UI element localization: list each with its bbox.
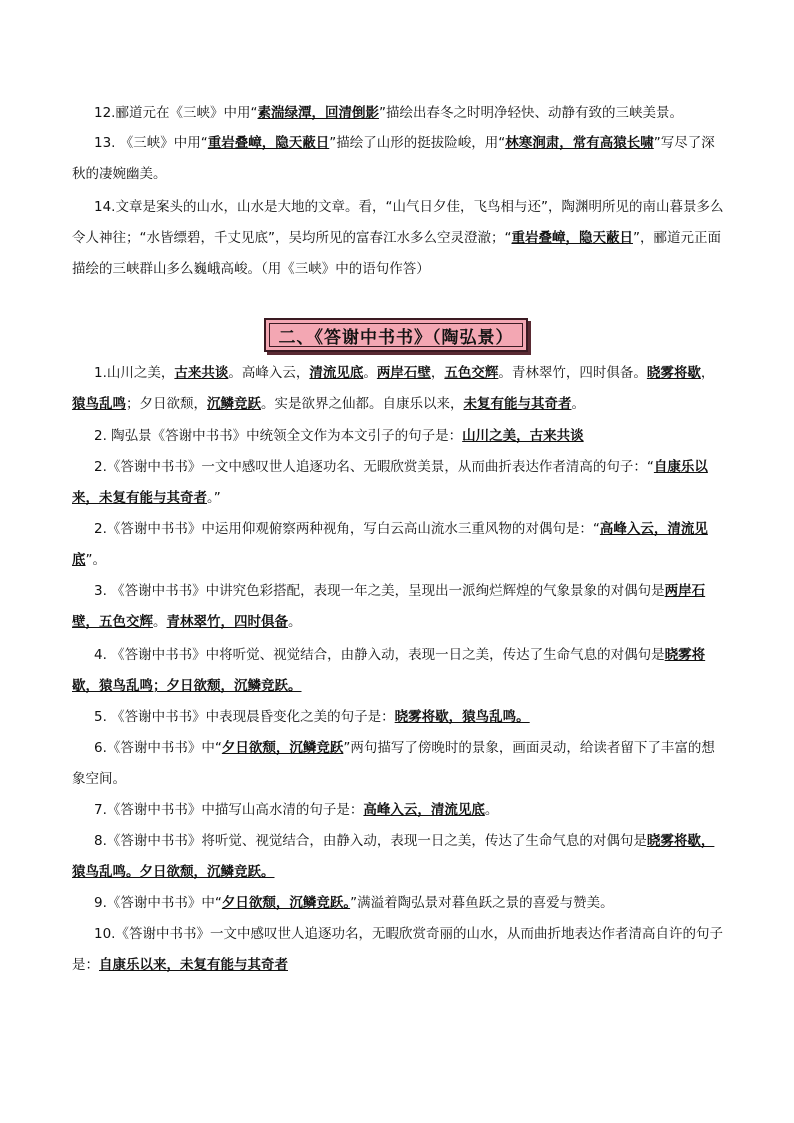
text: 。	[484, 802, 499, 818]
text: 5. 《答谢中书书》中表现晨昏变化之美的句子是：	[94, 709, 395, 725]
answer: 两岸石壁，五色交辉	[72, 583, 706, 630]
text: ”，郦道元正面描绘的三峡群山多么巍峨高峻。（用《三峡》中的语句作答）	[72, 230, 721, 277]
answer: 夕日欲颓，沉鳞竞跃。	[221, 895, 351, 911]
item-2a	[72, 421, 724, 452]
text: ”。	[85, 552, 106, 568]
answer: 五色交辉	[444, 365, 499, 381]
item-9	[72, 888, 724, 919]
item-12	[72, 98, 724, 129]
item-10	[72, 919, 724, 981]
text: 13. 《三峡》中用“	[94, 135, 208, 151]
answer: 沉鳞竞跃	[207, 396, 261, 412]
item-2b	[72, 452, 724, 514]
item-4	[72, 640, 724, 702]
item-13	[72, 128, 724, 190]
answer: 晓雾将歇，猿鸟乱鸣；夕日欲颓，沉鳞竞跃。	[72, 647, 706, 694]
text: 14.文章是案头的山水，山水是大地的文章。看，“山气日夕佳，飞鸟相与还”，陶渊明所见的南山暮景多么令人神往；“水皆缥碧，千丈见底”，吴均所见的富春江水多么空灵澄澈；“	[72, 199, 724, 246]
text: ”满溢着陶弘景对暮鱼跃之景的喜爱与赞美。	[350, 895, 614, 911]
text: 。青林翠竹，四时俱备。	[498, 365, 647, 381]
answer: 两岸石壁	[376, 365, 431, 381]
answer: 自康乐以来，未复有能与其奇者	[99, 957, 288, 973]
text: 。	[571, 396, 585, 412]
text: 。高峰入云，	[228, 365, 310, 381]
text: 3. 《答谢中书书》中讲究色彩搭配，表现一年之美，呈现出一派绚烂辉煌的气象景象的对偶句是	[94, 583, 665, 599]
text: 8.《答谢中书书》将听觉、视觉结合，由静入动，表现一日之美，传达了生命气息的对偶句是	[94, 833, 647, 849]
item-5	[72, 702, 724, 733]
answer: 晓雾将歇，猿鸟乱鸣。夕日欲颓，沉鳞竞跃。	[72, 833, 715, 880]
text: 。实是欲界之仙都。自康乐以来，	[261, 396, 464, 412]
item-8	[72, 826, 724, 888]
text: 。”	[207, 490, 221, 506]
answer: 古来共谈	[174, 365, 229, 381]
item-6	[72, 733, 724, 795]
answer: 夕日欲颓，沉鳞竞跃	[221, 740, 344, 756]
text: 10.《答谢中书书》一文中感叹世人追逐功名，无暇欣赏奇丽的山水，从而曲折地表达作者清高自许的句子是：	[72, 926, 723, 973]
text: 1.山川之美，	[94, 365, 175, 381]
answer: 重岩叠嶂，隐天蔽日	[207, 135, 330, 151]
item-7	[72, 795, 724, 826]
section-heading-inner	[269, 323, 523, 347]
answer: 重岩叠嶂，隐天蔽日	[511, 230, 633, 246]
text: ”写尽了深秋的凄婉幽美。	[72, 135, 715, 182]
text: 2.《答谢中书书》一文中感叹世人追逐功名、无暇欣赏美景，从而曲折表达作者清高的句子：“	[94, 459, 654, 475]
answer: 山川之美，古来共谈	[462, 428, 584, 444]
text: ”描绘出春冬之时明净轻快、动静有致的三峡美景。	[378, 105, 683, 121]
answer: 青林翠竹，四时俱备	[166, 614, 288, 630]
text: ，	[700, 365, 715, 381]
answer: 高峰入云，清流见底	[72, 521, 708, 568]
text: 。	[153, 614, 167, 630]
text: ”两句描写了傍晚时的景象，画面灵动，给读者留下了丰富的想象空间。	[72, 740, 715, 787]
text: 。	[288, 614, 302, 630]
answer: 林寒涧肃，常有高猿长啸	[505, 135, 654, 151]
text: 4. 《答谢中书书》中将听觉、视觉结合，由静入动，表现一日之美，传达了生命气息的对偶句是	[94, 647, 665, 663]
text: 7.《答谢中书书》中描写山高水清的句子是：	[94, 802, 364, 818]
answer: 清流见底	[309, 365, 364, 381]
answer: 自康乐以来，未复有能与其奇者	[72, 459, 708, 506]
item-1	[72, 358, 724, 420]
text: ，	[430, 365, 445, 381]
answer: 晓雾将歇	[646, 365, 701, 381]
text: 12.郦道元在《三峡》中用“	[94, 105, 258, 121]
text: ”描绘了山形的挺拔险峻，用“	[329, 135, 506, 151]
answer: 晓雾将歇，猿鸟乱鸣。	[394, 709, 530, 725]
text: 。	[363, 365, 377, 381]
text: ；夕日欲颓，	[126, 396, 207, 412]
answer: 高峰入云，清流见底	[363, 802, 485, 818]
answer: 猿鸟乱鸣	[72, 396, 126, 412]
section-heading-box	[264, 318, 528, 352]
text: 9.《答谢中书书》中“	[94, 895, 222, 911]
text: 2.《答谢中书书》中运用仰观俯察两种视角，写白云高山流水三重风物的对偶句是：“	[94, 521, 600, 537]
item-3	[72, 576, 724, 638]
item-2c	[72, 514, 724, 576]
text: 6.《答谢中书书》中“	[94, 740, 222, 756]
answer: 未复有能与其奇者	[463, 396, 572, 412]
item-14	[72, 192, 724, 285]
section-heading: 二、《答谢中书书》（陶弘景）	[278, 327, 514, 348]
answer: 素湍绿潭，回清倒影	[257, 105, 379, 121]
text: 2. 陶弘景《答谢中书书》中统领全文作为本文引子的句子是：	[94, 428, 463, 444]
